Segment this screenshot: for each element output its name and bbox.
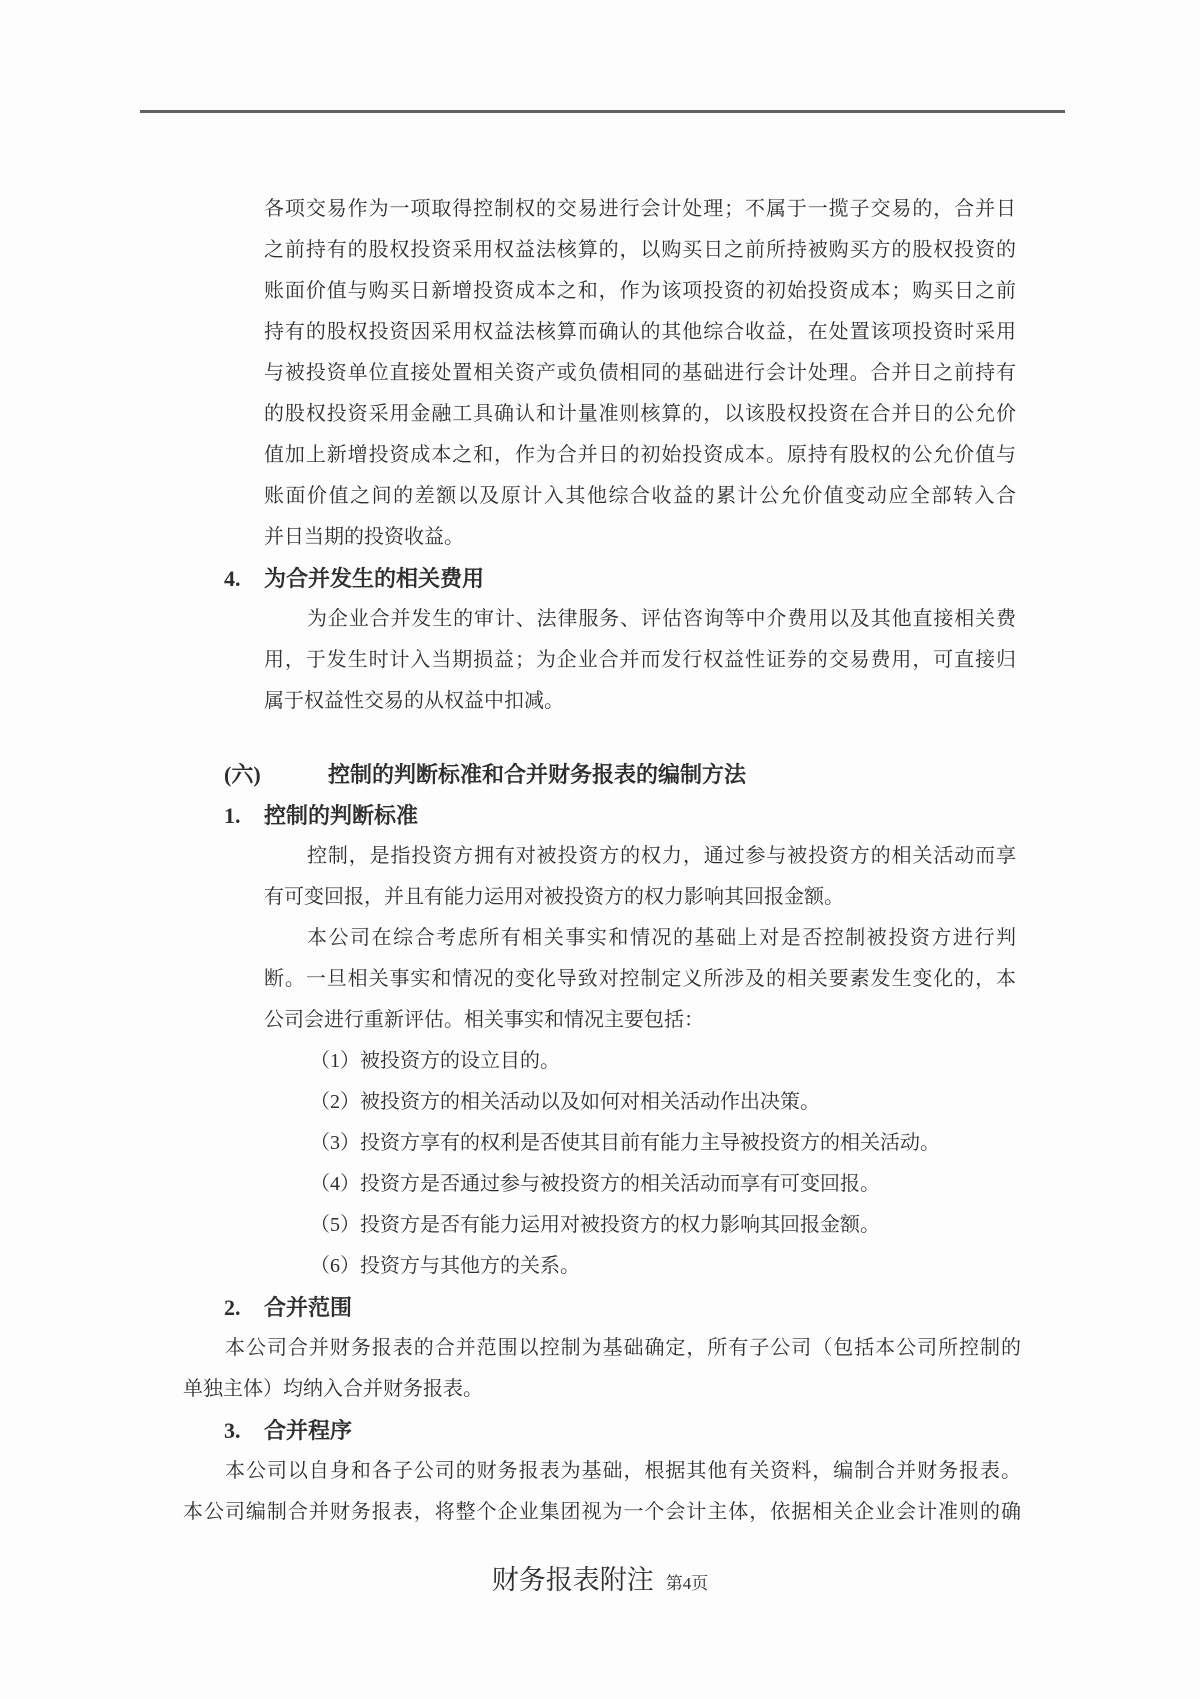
list-item: （3）投资方享有的权利是否使其目前有能力主导被投资方的相关活动。 [310, 1132, 940, 1154]
text-line: 单独主体）均纳入合并财务报表。 [183, 1378, 483, 1400]
heading [224, 558, 1200, 599]
heading [224, 1410, 1200, 1451]
text-line: 公司会进行重新评估。相关事实和情况主要包括： [264, 1009, 704, 1031]
text-line: 的股权投资采用金融工具确认和计量准则核算的，以该股权投资在合并日的公允价 [264, 403, 1016, 425]
heading [224, 795, 1200, 836]
list-item: （6）投资方与其他方的关系。 [310, 1255, 580, 1277]
text-line: 之前持有的股权投资采用权益法核算的，以购买日之前所持被购买方的股权投资的 [264, 239, 1016, 261]
text-line: 值加上新增投资成本之和，作为合并日的初始投资成本。原持有股权的公允价值与 [264, 444, 1016, 466]
document-flow [0, 189, 1200, 1533]
heading-label: 控制的判断标准 [264, 803, 419, 828]
text-line: 各项交易作为一项取得控制权的交易进行会计处理；不属于一揽子交易的，合并日 [264, 198, 1016, 220]
heading-number: 4. [224, 566, 241, 591]
text-line: 与被投资单位直接处置相关资产或负债相同的基础进行会计处理。合并日之前持有 [264, 362, 1016, 384]
numbered-list [310, 1041, 1200, 1287]
text-line: 为企业合并发生的审计、法律服务、评估咨询等中介费用以及其他直接相关费 [307, 608, 1016, 630]
text-line: 本公司在综合考虑所有相关事实和情况的基础上对是否控制被投资方进行判 [307, 927, 1016, 949]
page-footer [0, 1558, 1200, 1597]
page-number: 第4页 [665, 1574, 709, 1593]
heading-label: 为合并发生的相关费用 [264, 566, 485, 591]
text-line: 有可变回报，并且有能力运用对被投资方的权力影响其回报金额。 [264, 886, 844, 908]
document-paragraph [264, 836, 1016, 918]
document-paragraph [183, 1451, 1021, 1533]
heading-label: 合并程序 [264, 1418, 353, 1443]
list-item: （1）被投资方的设立目的。 [310, 1050, 560, 1072]
text-line: 持有的股权投资因采用权益法核算而确认的其他综合收益，在处置该项投资时采用 [264, 321, 1016, 343]
document-paragraph [183, 1328, 1021, 1410]
heading-number: 2. [224, 1295, 241, 1320]
list-item: （5）投资方是否有能力运用对被投资方的权力影响其回报金额。 [310, 1214, 880, 1236]
header-rule [140, 110, 1065, 113]
text-line: 本公司以自身和各子公司的财务报表为基础，根据其他有关资料，编制合并财务报表。 [225, 1460, 1021, 1482]
heading-number: (六) [224, 762, 261, 787]
document-paragraph [264, 189, 1016, 558]
heading-label: 合并范围 [264, 1295, 353, 1320]
heading [224, 1287, 1200, 1328]
text-line: 断。一旦相关事实和情况的变化导致对控制定义所涉及的相关要素发生变化的，本 [264, 968, 1016, 990]
heading [224, 754, 1200, 795]
list-item: （2）被投资方的相关活动以及如何对相关活动作出决策。 [310, 1091, 820, 1113]
document-paragraph [264, 599, 1016, 722]
text-line: 属于权益性交易的从权益中扣减。 [264, 690, 564, 712]
footer-title: 财务报表附注 [491, 1565, 654, 1595]
heading-label: 控制的判断标准和合并财务报表的编制方法 [328, 762, 747, 787]
text-line: 账面价值与购买日新增投资成本之和，作为该项投资的初始投资成本；购买日之前 [264, 280, 1016, 302]
heading-number: 1. [224, 803, 241, 828]
text-line: 账面价值之间的差额以及原计入其他综合收益的累计公允价值变动应全部转入合 [264, 485, 1016, 507]
text-line: 控制，是指投资方拥有对被投资方的权力，通过参与被投资方的相关活动而享 [307, 845, 1016, 867]
text-line: 并日当期的投资收益。 [264, 526, 464, 548]
heading-number: 3. [224, 1418, 241, 1443]
text-line: 本公司合并财务报表的合并范围以控制为基础确定，所有子公司（包括本公司所控制的 [225, 1337, 1021, 1359]
text-line: 用，于发生时计入当期损益；为企业合并而发行权益性证券的交易费用，可直接归 [264, 649, 1016, 671]
list-item: （4）投资方是否通过参与被投资方的相关活动而享有可变回报。 [310, 1173, 880, 1195]
document-paragraph [264, 918, 1016, 1041]
text-line: 本公司编制合并财务报表，将整个企业集团视为一个会计主体，依据相关企业会计准则的确 [183, 1501, 1021, 1523]
